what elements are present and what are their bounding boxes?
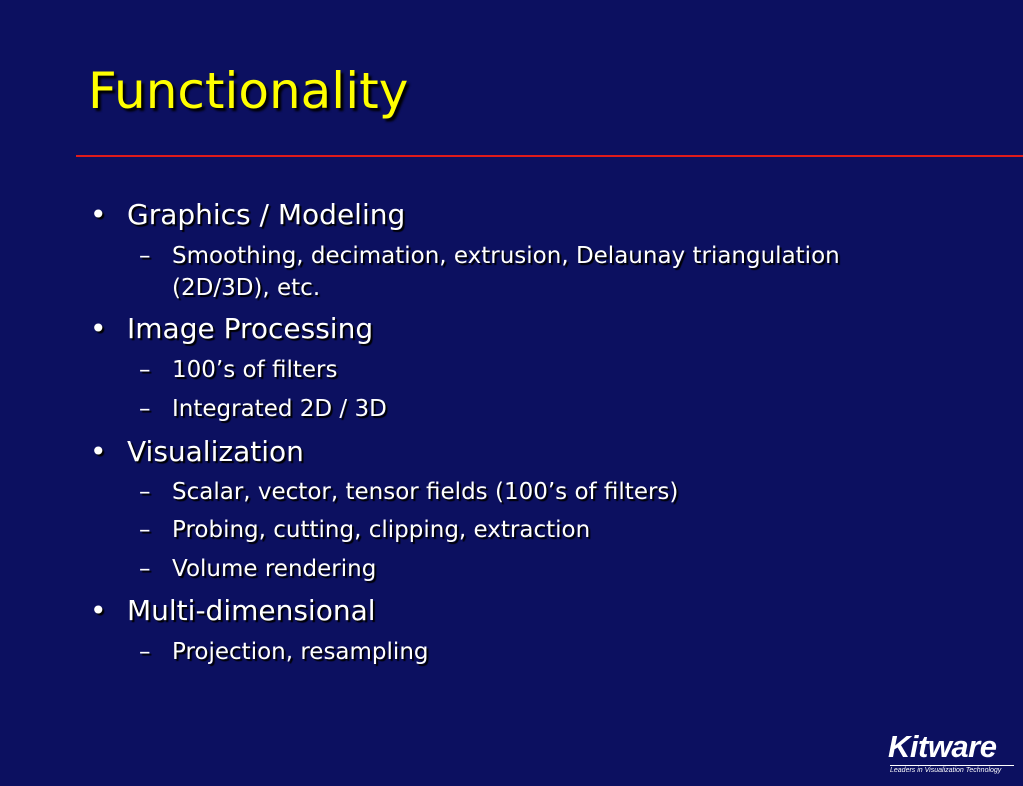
- sub-list-item-label: Integrated 2D / 3D: [172, 396, 387, 422]
- kitware-logo: [888, 730, 1016, 776]
- bullet-icon: •: [90, 198, 107, 231]
- dash-icon: –: [139, 243, 151, 269]
- dash-icon: –: [139, 517, 151, 543]
- sub-list-item-label: Probing, cutting, clipping, extraction: [172, 517, 591, 543]
- title-divider: [76, 155, 1023, 157]
- slide-title: Functionality: [88, 62, 409, 120]
- sub-list-item-label: Smoothing, decimation, extrusion, Delaunay triangulation: [172, 243, 840, 269]
- list-item-label: Graphics / Modeling: [127, 198, 406, 231]
- dash-icon: –: [139, 639, 151, 665]
- bullet-icon: •: [90, 594, 107, 627]
- sub-list-item-label: Volume rendering: [172, 556, 377, 582]
- list-item-label: Multi-dimensional: [127, 594, 376, 627]
- sub-list-item-label: Scalar, vector, tensor fields (100’s of filters): [172, 479, 679, 505]
- dash-icon: –: [139, 396, 151, 422]
- dash-icon: –: [139, 556, 151, 582]
- logo-underline: [890, 765, 1014, 766]
- logo-wordmark: Kitware: [888, 729, 997, 764]
- bullet-icon: •: [90, 312, 107, 345]
- list-item-label: Visualization: [127, 435, 304, 468]
- bullet-icon: •: [90, 435, 107, 468]
- dash-icon: –: [139, 479, 151, 505]
- logo-tagline: Leaders in Visualization Technology: [890, 767, 1002, 774]
- sub-list-item-label: Projection, resampling: [172, 639, 429, 665]
- sub-list-item-label: 100’s of filters: [172, 357, 338, 383]
- sub-list-item-label: (2D/3D), etc.: [172, 275, 321, 301]
- dash-icon: –: [139, 357, 151, 383]
- list-item-label: Image Processing: [127, 312, 374, 345]
